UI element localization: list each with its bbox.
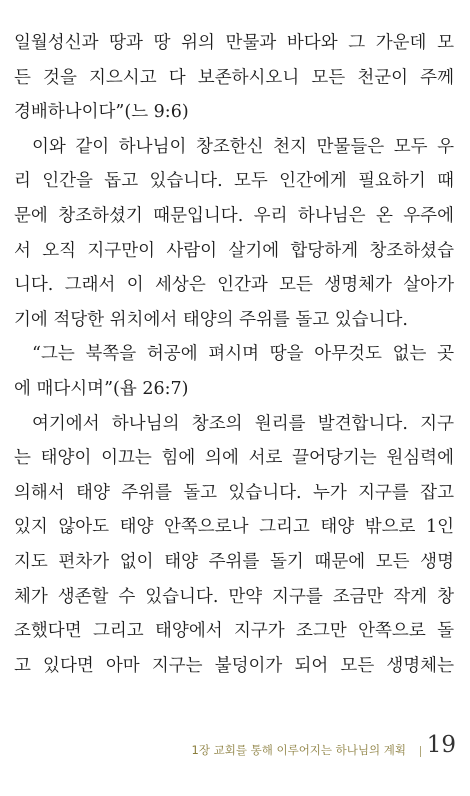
text-line: 리 인간을 돕고 있습니다. 모두 인간에게 필요하기 때 bbox=[14, 171, 454, 192]
text-line: 여기에서 하나님의 창조의 원리를 발견합니다. 지구 bbox=[32, 413, 454, 434]
text-line: “그는 북쪽을 허공에 펴시며 땅을 아무것도 없는 곳 bbox=[32, 344, 454, 365]
text-line: 기에 적당한 위치에서 태양의 주위를 돌고 있습니다. bbox=[14, 309, 408, 330]
text-line: 고 있다면 아마 지구는 불덩이가 되어 모든 생명체는 bbox=[14, 655, 454, 676]
page-footer bbox=[0, 732, 470, 766]
text-line: 에 매다시며”(욥 26:7) bbox=[14, 378, 189, 399]
running-head: 1장 교회를 통해 이루어지는 하나님의 계획 bbox=[191, 743, 406, 757]
text-line: 체가 생존할 수 있습니다. 만약 지구를 조금만 작게 창 bbox=[14, 586, 454, 607]
text-line: 문에 창조하셨기 때문입니다. 우리 하나님은 온 우주에 bbox=[14, 205, 454, 226]
text-line: 조했다면 그리고 태양에서 지구가 조그만 안쪽으로 돌 bbox=[14, 621, 454, 642]
text-line: 니다. 그래서 이 세상은 인간과 모든 생명체가 살아가 bbox=[14, 275, 454, 296]
text-line: 의해서 태양 주위를 돌고 있습니다. 누가 지구를 잡고 bbox=[14, 482, 454, 503]
body-text bbox=[14, 26, 454, 683]
text-line: 경배하나이다”(느 9:6) bbox=[14, 102, 189, 123]
text-line: 일월성신과 땅과 땅 위의 만물과 바다와 그 가운데 모 bbox=[14, 33, 454, 53]
page-number: 19 bbox=[426, 732, 456, 758]
footer-divider bbox=[420, 746, 421, 757]
text-line: 이와 같이 하나님이 창조한신 천지 만물들은 모두 우 bbox=[32, 136, 454, 157]
text-line: 있지 않아도 태양 안쪽으로나 그리고 태양 밖으로 1인 bbox=[14, 517, 454, 538]
text-line: 서 오직 지구만이 사람이 살기에 합당하게 창조하셨습 bbox=[14, 240, 454, 261]
text-line: 는 태양이 이끄는 힘에 의에 서로 끌어당기는 원심력에 bbox=[14, 448, 454, 469]
text-line: 지도 편차가 없이 태양 주위를 돌기 때문에 모든 생명 bbox=[14, 551, 454, 572]
text-line: 든 것을 지으시고 다 보존하시오니 모든 천군이 주께 bbox=[14, 67, 454, 88]
